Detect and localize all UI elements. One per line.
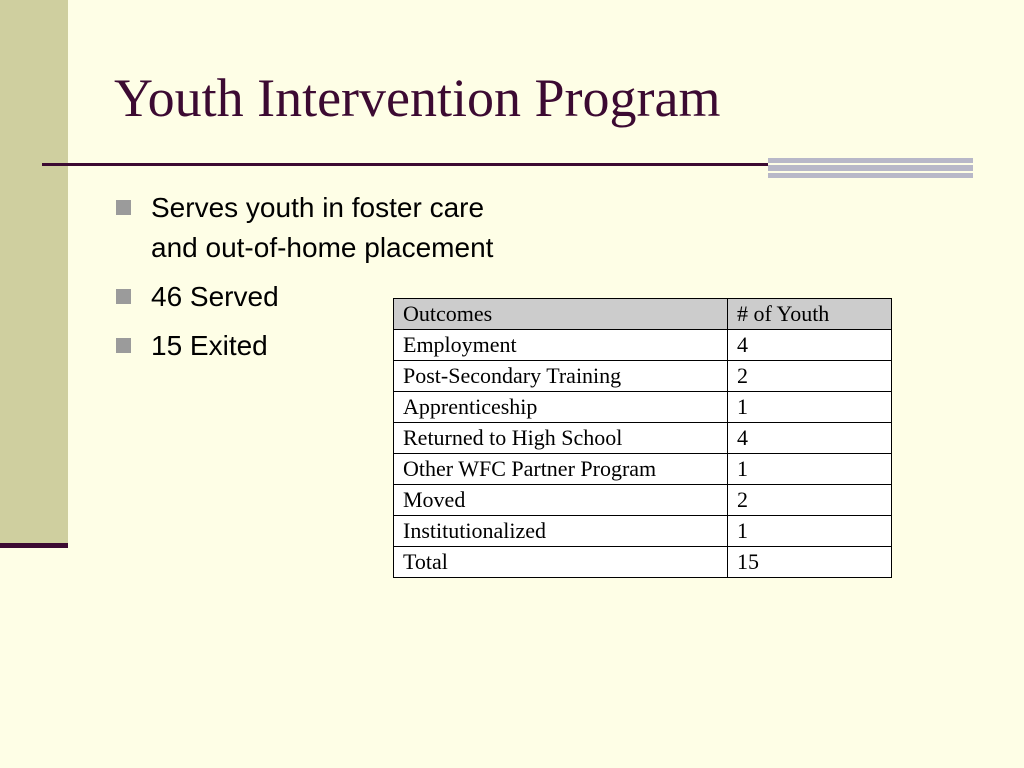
outcome-cell: Institutionalized xyxy=(394,516,728,547)
count-cell: 2 xyxy=(728,485,892,516)
count-cell: 1 xyxy=(728,454,892,485)
outcomes-table xyxy=(393,298,892,578)
header-outcomes: Outcomes xyxy=(394,299,728,330)
table-row xyxy=(394,516,892,547)
outcome-cell: Total xyxy=(394,547,728,578)
outcome-cell: Post-Secondary Training xyxy=(394,361,728,392)
table-row-total xyxy=(394,547,892,578)
bullet-text: 46 Served xyxy=(151,281,279,312)
count-cell: 1 xyxy=(728,516,892,547)
left-decorative-band xyxy=(0,0,68,545)
table-row xyxy=(394,454,892,485)
table-row xyxy=(394,361,892,392)
table-row xyxy=(394,392,892,423)
bullet-text: 15 Exited xyxy=(151,330,268,361)
header-youth-count: # of Youth xyxy=(728,299,892,330)
outcome-cell: Employment xyxy=(394,330,728,361)
accent-bar xyxy=(768,158,973,178)
count-cell: 15 xyxy=(728,547,892,578)
count-cell: 1 xyxy=(728,392,892,423)
count-cell: 4 xyxy=(728,330,892,361)
bullet-item xyxy=(114,188,494,268)
left-band-rule xyxy=(0,543,68,548)
square-bullet-icon xyxy=(116,289,131,304)
count-cell: 4 xyxy=(728,423,892,454)
table-row xyxy=(394,485,892,516)
count-cell: 2 xyxy=(728,361,892,392)
table-row xyxy=(394,330,892,361)
outcome-cell: Other WFC Partner Program xyxy=(394,454,728,485)
outcome-cell: Apprenticeship xyxy=(394,392,728,423)
bullet-text: Serves youth in foster care and out-of-home placement xyxy=(151,192,494,263)
table-header-row xyxy=(394,299,892,330)
square-bullet-icon xyxy=(116,200,131,215)
table-row xyxy=(394,423,892,454)
outcome-cell: Returned to High School xyxy=(394,423,728,454)
square-bullet-icon xyxy=(116,338,131,353)
outcome-cell: Moved xyxy=(394,485,728,516)
slide-title: Youth Intervention Program xyxy=(114,68,721,128)
